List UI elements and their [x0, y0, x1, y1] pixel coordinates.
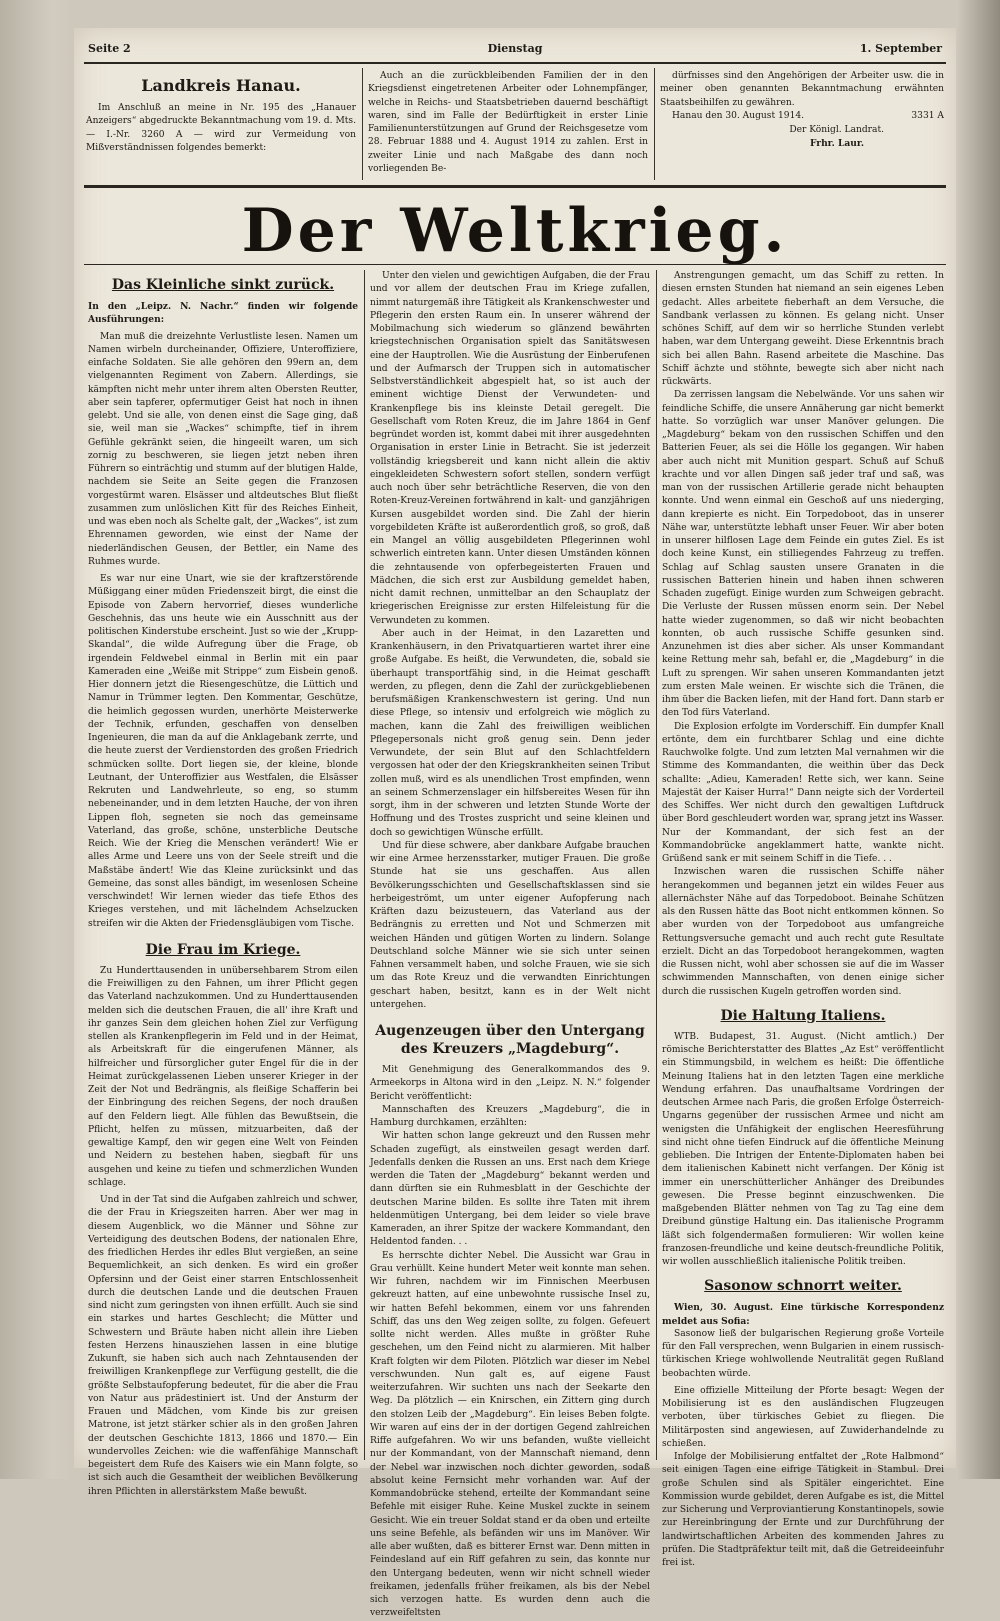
paragraph: Zu Hunderttausenden in unübersehbarem Strom eilen die Freiwilligen zu den Fahnen, um ihrer Pflicht gegen das Vaterland nachzukommen. Und zu Hunderttausenden melden sich die deutschen Frauen, die all' ihre Kraft und ihr ganzes Sein dem gleichen hohen Ziel zur Verfügung stellen als Krankenpflegerin im Feld und in der Heimat, als Arbeitskraft für die eingerufenen Männer, als hilfreicher und fürsorglicher guter Engel für die in der Heimat zurückgelassenen Lieben unserer Krieger in der Zeit der Not und Bedrängnis, als fleißige Schafferin bei der Einbringung des reichen Segens, der noch draußen auf den Feldern liegt. Alle fühlen das Bewußtsein, die Pflicht, helfen zu müssen, mitzuarbeiten, daß der gewaltige Kampf, den wir gegen eine Welt von Feinden und Neidern zu bestehen haben, siegbaft für uns ausgehen und keine zu tiefen und schmerzlichen Wunden schlage.	[88, 965, 358, 1188]
top-divider-1	[362, 68, 363, 180]
binding-shadow	[0, 0, 74, 1479]
landkreis-heading: Landkreis Hanau.	[141, 76, 301, 95]
main-title: Der Weltkrieg.	[241, 196, 789, 266]
top-column-3	[660, 70, 944, 178]
top-column-1	[86, 70, 356, 178]
paragraph: Wien, 30. August. Eine türkische Korrespondenz meldet aus Sofia:	[662, 1302, 944, 1327]
paragraph: Da zerrissen langsam die Nebelwände. Vor uns sahen wir feindliche Schiffe, die unsere Annäherung gar nicht bemerkt hatte. So vorzüglich war unser Manöver gelungen. Die „Magdeburg“ bekam von den russischen Schiffen und den Batterien Feuer, als sei die Hölle los gegangen. Wir haben aber auch nicht mit Munition gespart. Schuß auf Schuß krachte und vor allen Dingen saß jeder traf und saß, was man von der russischen Artillerie gerade nicht behaupten konnte. Und wenn einmal ein Geschoß auf uns niederging, dann krepierte es nicht. Ein Torpedoboot, das in unserer Nähe war, unterstützte lebhaft unser Feuer. Wir aber boten in unserer hilflosen Lage dem Feinde ein gutes Ziel. Es ist doch keine Kunst, ein stilliegendes Fahrzeug zu treffen. Schlag auf Schlag sausten unsere Granaten in die russischen Batterien hinein und haben ihnen schweren Schaden zugefügt. Einige wurden zum Schweigen gebracht. Die Verluste der Russen müssen enorm sein. Der Nebel hatte wieder zugenommen, so daß wir nicht beobachten konnten, ob auch russische Schiffe gesunken sind. Anzunehmen ist dies aber sicher. Als unser Kommandant keine Rettung mehr sah, befahl er, die „Magdeburg“ in die Luft zu sprengen. Wir sahen unseren Kommandanten jetzt zum ersten Male weinen. Er wischte sich die Tränen, die ihm über die Backen liefen, mit der Hand fort. Dann starb er den Tod fürs Vaterland.	[662, 390, 944, 719]
paragraph: Wir hatten schon lange gekreuzt und den Russen mehr Schaden zugefügt, als einstweilen gesagt werden darf. Jedenfalls denken die Russen an uns. Erst nach dem Kriege werden die Taten der „Magdeburg“ bekannt werden und dann dürften sie ein Ruhmesblatt in der Geschichte der deutschen Marine bilden. Es sollte ihre Taten mit ihrem heldenmütigen Untergang, bei dem leider so viele brave Kameraden, an ihrer Spitze der wackere Kommandant, den Heldentod fanden. . .	[370, 1131, 650, 1248]
paragraph: Infolge der Mobilisierung entfaltet der „Rote Halbmond“ seit einigen Tagen eine eifrige Tätigkeit in Stambul. Drei große Schulen sind als Spitäler eingerichtet. Eine Kommission wurde gebildet, deren Aufgabe es ist, die Mittel zur Sicherung und Verproviantierung Konstantinopels, sowie zur Hereinbringung der Ernte und zur Durchführung der landwirtschaftlichen Arbeiten des kommenden Jahres zu prüfen. Die Stadtpräfektur teilt mit, daß die Getreideeinfuhr frei ist.	[662, 1452, 944, 1568]
column-divider-1	[364, 270, 365, 1460]
paragraph: Unter den vielen und gewichtigen Aufgaben, die der Frau und vor allem der deutschen Frau im Kriege zufallen, nimmt naturgemäß ihre Tätigkeit als Krankenschwester und Pflegerin den ersten Raum ein. In unserer während der Mobilmachung sich wiederum so glänzend bewährten kriegstechnischen Organisation spielt das Sanitätswesen eine der Hauptrollen. Wie die Ausrüstung der Einberufenen und der Aufmarsch der Truppen sich in automatischer Selbstverständlichkeit abgespielt hat, so ist auch der eminent wichtige Dienst der Verwundeten- und Krankenpflege bis ins kleinste Detail geregelt. Die Gesellschaft vom Roten Kreuz, die im Jahre 1864 in Genf begründet worden ist, kommt dabei mit ihrer ausgedehnten Organisation in erster Linie in Betracht. Sie ist jederzeit vollständig kriegsbereit und kann nicht allein die aktiv eingekleideten Schwestern sofort stellen, sondern verfügt auch noch über sehr beträchtliche Reserven, die von den Roten-Kreuz-Vereinen fortwährend in kalt- und ganzjährigen Kursen ausgebildet worden sind. Die Zahl der hierin vorgebildeten Kräfte ist außerordentlich groß, so groß, daß ein Mangel an völlig ausgebildeten Pflegerinnen wohl schwerlich eintreten kann. Unter diesen Umständen können die zehntausende von opferbegeisterten Frauen und Mädchen, die sich erst zur Ausbildung gemeldet haben, nicht damit rechnen, unmittelbar an den Schauplatz der kriegerischen Ereignisse zur ersten Hilfeleistung für die Verwundeten zu kommen.	[370, 271, 650, 626]
top-text-2: Auch an die zurückbleibenden Familien der in den Kriegsdienst eingetretenen Arbeiter oder Lohnempfänger, welche in Reichs- und Staatsbetrieben dauernd beschäftigt waren, sind im Falle der Bedürftigkeit in erster Linie Familienunterstützungen auf Grund der Reichsgesetze vom 28. Februar 1888 und 4. August 1914 zu zahlen. Erst in zweiter Linie und nach Maßgabe des dann noch vorliegenden Be-	[368, 71, 648, 174]
article-heading-kleinliche: Das Kleinliche sinkt zurück.	[111, 277, 335, 293]
article-heading-italien: Die Haltung Italiens.	[720, 1007, 886, 1024]
paragraph: Aber auch in der Heimat, in den Lazaretten und Krankenhäusern, in den Privatquartieren wartet ihrer eine große Aufgabe. Es heißt, die Verwundeten, die, sobald sie überhaupt transportfähig sind, in die Heimat geschafft werden, zu pflegen, denn die Zahl der zurückgebliebenen berufsmäßigen Krankenschwestern ist gering. Und nun diese Pflege, so intensiv und erfolgreich wie möglich zu machen, kann die Zahl des freiwilligen weiblichen Pflegepersonals nicht groß genug sein. Denn jeder Verwundete, der sein Blut auf den Schlachtfeldern vergossen hat oder der den Kriegskrankheiten seinen Tribut zollen muß, wird es als unendlichen Trost empfinden, wenn an seinem Schmerzenslager ein hilfsbereites Wesen für ihn sorgt, ihm in der schweren und letzten Stunde Worte der Hoffnung und des Trostes zuspricht und seine kleinen und doch so gewichtigen Wünsche erfüllt.	[370, 628, 650, 838]
top-text-3: dürfnisses sind den Angehörigen der Arbeiter usw. die in meiner oben genannten Bekanntmachung erwähnten Staatsbeihilfen zu gewähren.	[660, 71, 944, 108]
article-heading-magdeburg: Augenzeugen über den Untergang des Kreuzers „Magdeburg“.	[375, 1023, 645, 1057]
paragraph: Mannschaften des Kreuzers „Magdeburg“, die in Hamburg durchkamen, erzählten:	[370, 1104, 650, 1128]
column-divider-2	[656, 270, 657, 1460]
article-intro: In den „Leipz. N. Nachr.“ finden wir folgende Ausführungen:	[88, 301, 358, 326]
paragraph: Mit Genehmigung des Generalkommandos des 9. Armeekorps in Altona wird in den „Leipz. N. N.“ folgender Bericht veröffentlicht:	[370, 1065, 650, 1102]
paragraph: Sasonow ließ der bulgarischen Regierung große Vorteile für den Fall versprechen, wenn Bulgarien in einem russisch-türkischen Kriege wohlwollende Neutralität gegen Rußland beobachten würde.	[662, 1328, 944, 1379]
top-divider-2	[654, 68, 655, 180]
article-heading-sasonow: Sasonow schnorrt weiter.	[704, 1278, 902, 1295]
reference-number: 3331 A	[911, 110, 944, 121]
paragraph: Es herrschte dichter Nebel. Die Aussicht war Grau in Grau verhüllt. Keine hundert Meter weit konnte man sehen. Wir fuhren, nachdem wir im Finnischen Meerbusen gekreuzt hatten, auf eine unbewohnte russische Insel zu, wir hatten Befehl bekommen, einem vor uns fahrenden Schiff, das uns den Weg zeigen sollte, zu folgen. Gefeuert sollte nicht werden. Alles mußte in größter Ruhe geschehen, um den Feind nicht zu alarmieren. Mit halber Kraft folgten wir dem Piloten. Plötzlich war dieser im Nebel verschwunden. Nun galt es, auf eigene Faust weiterzufahren. Wir suchten uns nach der Seekarte den Weg. Da plötzlich — ein Knirschen, ein Zittern ging durch den stolzen Leib der „Magdeburg“. Ein leises Beben folgte. Wir waren auf eins der in der dortigen Gegend zahlreichen Riffe aufgefahren. Wo wir uns befanden, wußte vielleicht nur der Kommandant, von der Mannschaft niemand, denn der Nebel war inzwischen noch dichter geworden, sodaß absolut keine Fernsicht mehr vorhanden war. Auf der Kommandobrücke stehend, erteilte der Kommandant seine Befehle mit eisiger Ruhe. Keine Muskel zuckte in seinem Gesicht. Wie ein treuer Soldat stand er da oben und erteilte uns seine Befehle, als befänden wir uns im Manöver. Wir alle aber wußten, daß es bitterer Ernst war. Denn mitten in Feindesland auf ein Riff gefahren zu sein, das konnte nur den Untergang bedeuten, wenn wir nicht schnell wieder freikamen, jedenfalls früher freikamen, als bis der Nebel sich verzogen hatte. Es wurden denn auch die verzweifeltsten	[370, 1250, 650, 1619]
page-edge	[956, 0, 1000, 1479]
paragraph: Und in der Tat sind die Aufgaben zahlreich und schwer, die der Frau in Kriegszeiten harren. Aber wer mag in diesem Augenblick, wo die Männer und Söhne zur Verteidigung des deutschen Bodens, der nationalen Ehre, des friedlichen Herdes ihr edles Blut vergießen, an seine Bequemlichkeit, an sich denken. Es wird ein großer Opfersinn und der Geist einer starren Entschlossenheit durch die deutschen Lande und die deutschen Frauen sind nicht zum geringsten von ihnen erfüllt. Auch sie sind ein starkes und hartes Geschlecht; die Mütter und Schwestern und Bräute haben nicht allein ihre Lieben festen Herzens hinausziehen lassen in eine blutige Zukunft, sie haben sich auch nach Zehntausenden der freiwilligen Krankenpflege zur Verfügung gestellt, die die größte Selbstaufopferung bedeutet, für die aber die Frau von Natur aus prädestiniert ist. Und der Ansturm der Frauen und Mädchen, vom Kinde bis zur greisen Matrone, ist jetzt stärker schier als in den großen Jahren der deutschen Geschichte 1813, 1866 und 1870.— Ein wundervolles Zeichen: wie die waffenfähige Mannschaft begeistert dem Rufe des Kaisers wie ein Mann folgte, so ist sich auch die Gesamtheit der weiblichen Bevölkerung ihren Pflichten in allerstärkstem Maße bewußt.	[88, 1195, 358, 1497]
newspaper-page	[74, 28, 956, 1619]
top-column-2	[368, 70, 648, 178]
column-3	[662, 270, 944, 1568]
header-rule	[84, 62, 946, 64]
place-line	[660, 110, 944, 124]
paragraph: Und für diese schwere, aber dankbare Aufgabe brauchen wir eine Armee herzensstarker, mutiger Frauen. Die große Stunde hat sie uns geschaffen. Aus allen Bevölkerungsschichten und Gesellschaftsklassen sind sie herbeigeströmt, um unter eigener Aufopferung nach Kräften dazu beizusteuern, das Vaterland aus der Bedrängnis zu erretten und Not und Schmerzen mit weichen Händen und gütigen Worten zu lindern. Solange Deutschland solche Männer wie sie sich unter seinen Fahnen versammelt haben, und solche Frauen, wie sie sich um das Rote Kreuz und die verwandten Einrichtungen geschart haben, besitzt, kann es in der Welt nicht untergehen.	[370, 840, 650, 1010]
paragraph: Die Explosion erfolgte im Vorderschiff. Ein dumpfer Knall ertönte, dem ein furchtbarer Schlag und eine dichte Rauchwolke folgte. Und zum letzten Mal vernahmen wir die Stimme des Kommandanten, die weithin über das Deck schallte: „Adieu, Kameraden! Rette sich, wer kann. Seine Majestät der Kaiser Hurra!“ Dann neigte sich der Vorderteil des Schiffes. Wer nicht durch den gewaltigen Luftdruck über Bord geschleudert worden war, sprang jetzt ins Wasser. Nur der Kommandant, der sich fest an der Kommandobrücke angeklammert hatte, wankte nicht. Grüßend sank er mit seinem Schiff in die Tiefe. . .	[662, 721, 944, 864]
paragraph: Inzwischen waren die russischen Schiffe näher herangekommen und begannen jetzt ein wildes Feuer aus allernächster Nähe auf das Torpedoboot. Beinahe Schützen als den Russen hätte das Boot nicht entkommen können. So aber wurden von der Torpedoboot aus umfangreiche Rettungsversuche gemacht und auch recht gute Resultate erzielt. Dicht an das Torpedoboot herangekommen, wagten die Russen nicht, wohl aber schossen sie auf die im Wasser schwimmenden Mannschaften, von denen einige sicher durch die russischen Kugeln getroffen worden sind.	[662, 867, 944, 997]
paragraph: Man muß die dreizehnte Verlustliste lesen. Namen um Namen wirbeln durcheinander, Offiziere, Unteroffiziere, einfache Soldaten. Sie alle gehören den 99ern an, dem vielgenannten Regiment von Zabern. Allerdings, sie kämpften nicht mehr unter ihrem alten Obersten Reutter, aber sein tapferer, opfermutiger Geist hat noch in ihnen gelebt. Und sie alle, von denen einst die Sage ging, daß sie, weil man sie „Wackes“ schimpfte, tief in ihrem Gefühle gekränkt seien, die hingeeilt waren, um sich zornig zu beschweren, sie liegen jetzt neben ihren Führern so einträchtig und stumm auf der blutigen Halde, nachdem sie Seite an Seite gegen die Franzosen vorgestürmt waren. Elsässer und altdeutsches Blut fließt zusammen zum unlöslichen Kitt für des Reiches Einheit, und was eben noch als Schelte galt, der „Wackes“, ist zum Ehrennamen geworden, wie einst der Name der niederländischen Geusen, der Bettler, ein Name des Ruhmes wurde.	[88, 331, 358, 567]
paragraph: Anstrengungen gemacht, um das Schiff zu retten. In diesen ernsten Stunden hat niemand an sein eigenes Leben gedacht. Alles arbeitete fieberhaft an dem Versuche, die Sandbank verlassen zu können. Es gelang nicht. Unser schönes Schiff, auf dem wir so herrliche Stunden verlebt haben, war dem Untergang geweiht. Diese Erkenntnis brach sich bei allen Bahn. Rasend arbeitete die Maschine. Das Schiff ächzte und stöhnte, bewegte sich aber nicht nach rückwärts.	[662, 271, 944, 387]
header-weekday: Dienstag	[487, 42, 543, 55]
paragraph: Es war nur eine Unart, wie sie der kraftzerstörende Müßiggang einer müden Friedenszeit birgt, die einst die Episode von Zabern hervorrief, dieses wunderliche Geschehnis, das uns heute wie ein Ausschnitt aus der politischen Kinderstube erscheint. Just so wie der „Krupp-Skandal“, die wilde Aufregung über die Frage, ob irgendein Feldwebel einmal in Berlin mit ein paar Kameraden eine „Weiße mit Strippe“ zum Eisbein genoß. Hier donnern jetzt die Riesengeschütze, die Lüttich und Namur in Trümmer legten. Den Kommentar, Geschütze, die heimlich gegossen wurden, unerhörte Meisterwerke der Technik, erfunden, geschaffen von denselben Ingenieuren, die man da auf die Anklagebank zerrte, und die heute zuerst der Verdienstorden des großen Friedrich schmücken sollte. Dort liegen sie, der kleine, blonde Leutnant, der Unteroffizier aus Westfalen, die Elsässer Rekruten und Landwehrleute, so eng, so stumm nebeneinander, und in dem letzten Hauche, der von ihren Lippen floh, segneten sie noch das gemeinsame Vaterland, das große, schöne, unsterbliche Deutsche Reich. Wie der Krieg die Menschen verändert! Wie er alles Arme und Leere uns von der Seele streift und die Maßstäbe ändert! Wie das Kleine zurücksinkt und das Gemeine, das sonst alles bändigt, im wesenlosen Scheine verschwindet! Wir lernen wieder das tiefe Ethos des Krieges verstehen, und mit lächelndem Achselzucken streifen wir die Akten der Friedensgläubigen vom Tische.	[88, 574, 358, 929]
column-1	[88, 270, 358, 1497]
column-2	[370, 270, 650, 1619]
office-title: Der Königl. Landrat.	[789, 124, 884, 135]
header-date: 1. September	[859, 42, 942, 55]
section-rule	[84, 185, 946, 188]
paragraph: Eine offizielle Mitteilung der Pforte besagt: Wegen der Mobilisierung ist es den ausländischen Flugzeugen verboten, über türkisches Gebiet zu fliegen. Die Militärposten sind angewiesen, auf Zuwiderhandelnde zu schießen.	[662, 1385, 944, 1449]
running-header	[88, 42, 942, 60]
top-text-1: Im Anschluß an meine in Nr. 195 des „Hanauer Anzeigers“ abgedruckte Bekanntmachung vom 19. d. Mts. — I.-Nr. 3260 A — wird zur Vermeidung von Mißverständnissen folgendes bemerkt:	[86, 103, 356, 153]
place-date: Hanau den 30. August 1914.	[672, 110, 805, 121]
paragraph: WTB. Budapest, 31. August. (Nicht amtlich.) Der römische Berichterstatter des Blattes „Az Est“ veröffentlicht ein Stimmungsbild, in welchem es heißt: Die öffentliche Meinung Italiens hat in den letzten Tagen eine merkliche Wendung erfahren. Das unaufhaltsame Vordringen der deutschen Armee nach Paris, die großen Erfolge Österreich-Ungarns gegenüber der russischen Armee und nicht am wenigsten die Unfähigkeit der englischen Heeresführung sind nicht ohne tiefen Eindruck auf die öffentliche Meinung geblieben. Die Intrigen der Entente-Diplomaten haben bei dem italienischen Kabinett nicht verfangen. Der König ist immer ein unerschütterlicher Anhänger des Dreibundes gewesen. Die Presse beginnt einzuschwenken. Die maßgebenden Blätter nehmen von Tag zu Tag eine dem Dreibund günstige Haltung ein. Das italienische Programm läßt sich folgendermaßen formulieren: Wir wollen keine franzosen-freundliche und keine deutsch-freundliche Politik, wir wollen ausschließlich italienische Politik treiben.	[662, 1031, 944, 1267]
signature-name: Frhr. Laur.	[809, 138, 864, 149]
page-number: Seite 2	[88, 42, 131, 55]
article-heading-frau: Die Frau im Kriege.	[145, 941, 301, 958]
title-rule	[84, 264, 946, 265]
